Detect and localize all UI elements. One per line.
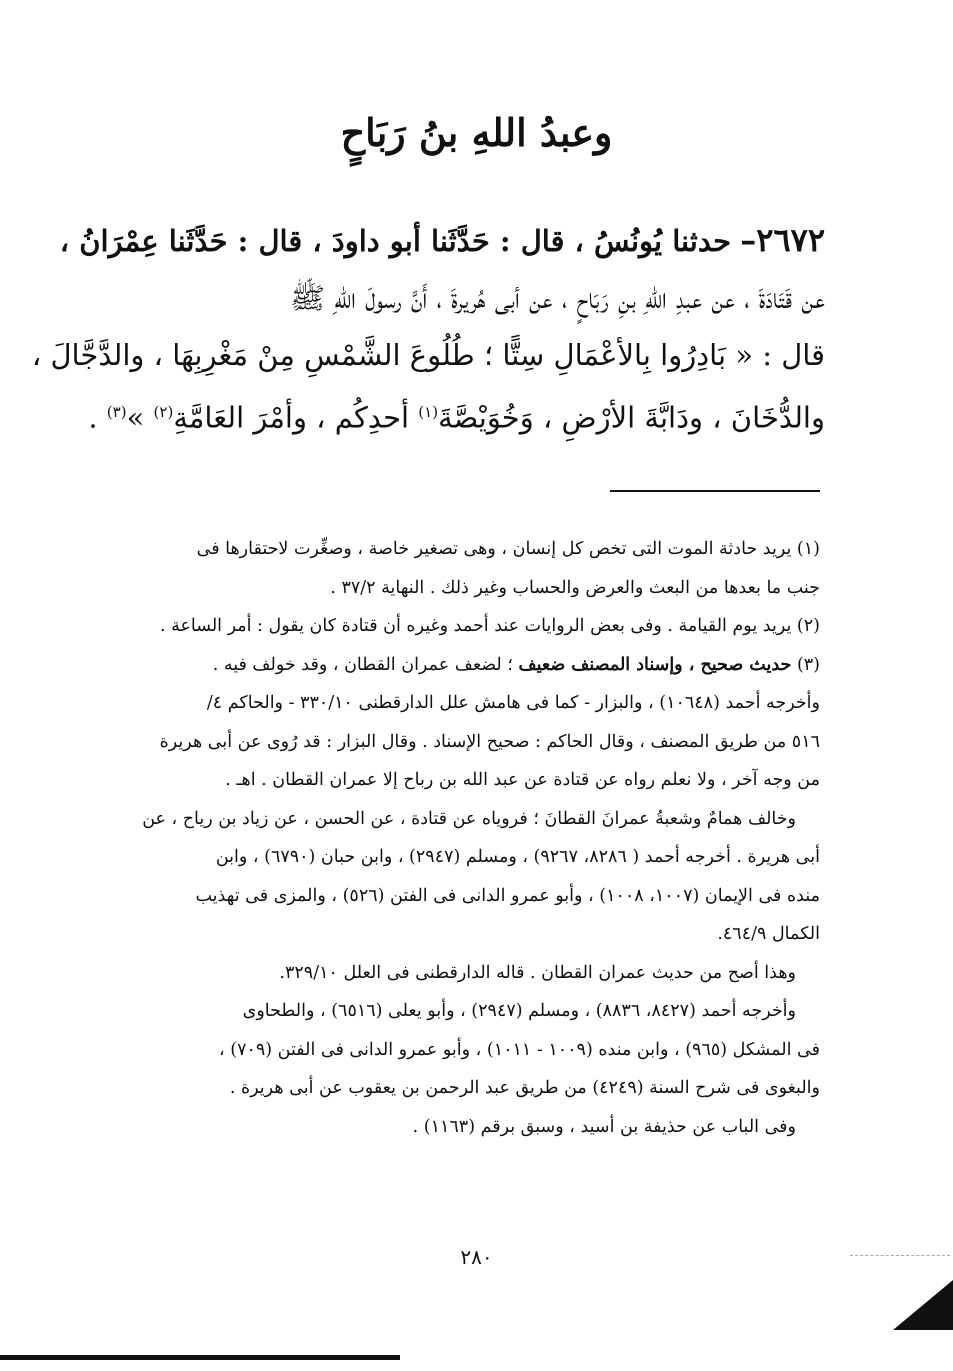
footnote-ref-2[interactable]: (٢) (153, 403, 174, 421)
hadith-text (31, 212, 825, 447)
footnote-paragraph-line: فى المشكل (٩٦٥) ، وابن منده (١٠٠٩ - ١٠١١) ، وأبو عمرو الدانى فى الفتن (٧٠٩) ، (219, 1039, 820, 1060)
hadith-line-1: حدثنا يُونُسُ ، قال : حَدَّثَنا أبو داودَ ، قال : حَدَّثَنا عِمْرَانُ ، (59, 224, 732, 258)
footnote-paragraph-line: وهذا أصح من حديث عمران القطان . قاله الدارقطنى فى العلل ٣٢٩/١٠. (279, 962, 796, 983)
footnote-3-verdict: حديث صحيح ، وإسناد المصنف ضعيف (518, 654, 792, 675)
footnote-2-line: (٢) يريد يوم القيامة . وفى بعض الروايات عند أحمد وغيره أن قتادة كان يقول : أمر الساعة . (159, 616, 820, 636)
footnote-paragraph-line: الكمال ٤٦٤/٩. (717, 924, 820, 944)
hadith-number: ٢٦٧٢– (740, 221, 825, 259)
hadith-line-4d: . (88, 400, 98, 435)
footnotes (100, 530, 820, 1146)
footnote-3-line: من وجه آخر ، ولا نعلم رواه عن قتادة عن عبد الله بن رباح إلا عمران القطان . اهـ . (225, 770, 820, 790)
page-number: ٢٨٠ (460, 1245, 493, 1269)
footnote-ref-1[interactable]: (١) (418, 403, 439, 421)
scan-bottom-edge (0, 1355, 400, 1360)
page-corner-shadow (893, 1280, 953, 1330)
footnote-divider (610, 490, 820, 492)
scan-edge-mark (850, 1255, 950, 1256)
hadith-line-4c: » (126, 400, 145, 435)
footnote-3-line: وأخرجه أحمد (١٠٦٤٨) ، والبزار - كما فى هامش علل الدارقطنى ٣٣٠/١٠ - والحاكم ٤/ (206, 693, 820, 713)
hadith-line (105, 270, 825, 327)
footnote-paragraph-line: منده فى الإيمان (١٠٠٧، ١٠٠٨) ، وأبو عمرو الدانى فى الفتن (٥٢٦) ، والمزى فى تهذيب (195, 885, 820, 906)
footnote-3-text: ؛ لضعف عمران القطان ، وقد خولف فيه . (212, 654, 513, 675)
hadith-line (31, 327, 825, 384)
footnote-1-line: جنب ما بعدها من البعث والعرض والحساب وغير ذلك . النهاية ٣٧/٢ . (330, 577, 820, 598)
hadith-line (88, 384, 825, 447)
footnote-3-line: ٥١٦ من طريق المصنف ، وقال الحاكم : صحيح الإسناد . وقال البزار : قد رُوى عن أبى هريرة (159, 731, 820, 752)
hadith-line-4b: أحدِكُم ، وأمْرَ العَامَّةِ (173, 400, 410, 435)
footnote-paragraph-line: أبى هريرة . أخرجه أحمد ( ٨٢٨٦، ٩٢٦٧) ، ومسلم (٢٩٤٧) ، وابن حبان (٦٧٩٠) ، وابن (215, 847, 820, 867)
footnote-paragraph-line: وفى الباب عن حذيفة بن أسيد ، وسبق برقم (١١٦٣) . (412, 1116, 796, 1137)
footnote-3-line (100, 646, 820, 685)
footnote-ref-3[interactable]: (٣) (106, 403, 127, 421)
hadith-line-3: قال : « بَادِرُوا بِالأعْمَالِ سِتًّا ؛ طُلُوعَ الشَّمْسِ مِنْ مَغْرِبِهَا ، والدَّجَّالَ ، (31, 338, 825, 372)
footnote-1-line: (١) يريد حادثة الموت التى تخص كل إنسان ، وهى تصغير خاصة ، وصغِّرت لاحتقارها فى (196, 539, 820, 559)
footnote-3-marker: (٣) (796, 654, 820, 675)
hadith-line-2: عن قَتَادَةَ ، عن عبدِ اللهِ بنِ رَبَاحٍ ، عن أبى هُريرةَ ، أَنَّ رسولَ اللهِ ﷺ (289, 281, 825, 315)
hadith-line-4a: والدُّخَانَ ، ودَابَّةَ الأرْضِ ، وَخُوَيْصَّةَ (438, 400, 825, 435)
footnote-paragraph-line: والبغوى فى شرح السنة (٤٢٤٩) من طريق عبد الرحمن بن يعقوب عن أبى هريرة . (229, 1078, 820, 1098)
footnote-paragraph-line: وأخرجه أحمد (٨٤٢٧، ٨٨٣٦) ، ومسلم (٢٩٤٧) ، وأبو يعلى (٦٥١٦) ، والطحاوى (242, 1001, 796, 1021)
hadith-line (59, 212, 825, 270)
section-title: وعبدُ اللهِ بنُ رَبَاحٍ (340, 110, 613, 155)
footnote-paragraph-line: وخالف همامٌ وشعبةُ عمرانَ القطانَ ؛ فروياه عن قتادة ، عن الحسن ، عن زياد بن رياح ، عن (142, 808, 796, 829)
